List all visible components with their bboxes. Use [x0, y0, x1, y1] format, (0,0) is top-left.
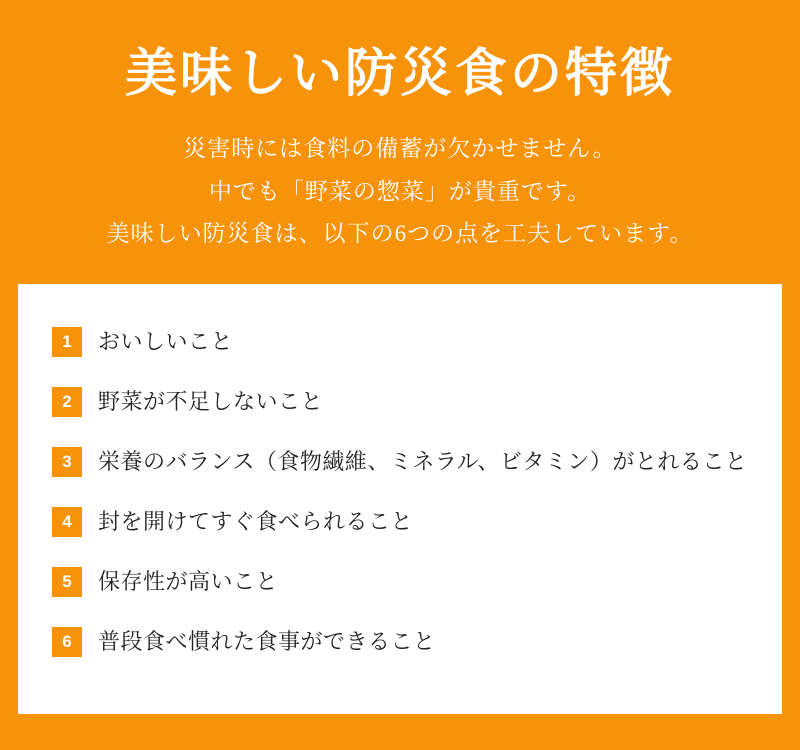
list-item-number: 5 [52, 567, 82, 597]
list-item-label: 普段食べ慣れた食事ができること [98, 628, 436, 654]
list-item-label: 野菜が不足しないこと [98, 388, 324, 414]
list-item [52, 372, 748, 432]
feature-card [18, 284, 782, 714]
subtitle-block [0, 128, 800, 256]
list-item [52, 552, 748, 612]
subtitle-line-1: 災害時には食料の備蓄が欠かせません。 [183, 136, 617, 162]
list-item-label: おいしいこと [98, 328, 234, 354]
list-item [52, 432, 748, 492]
list-item-label: 保存性が高いこと [98, 568, 279, 594]
subtitle-line-2: 中でも「野菜の惣菜」が貴重です。 [208, 178, 592, 204]
list-item [52, 312, 748, 372]
list-item-number: 6 [52, 627, 82, 657]
subtitle-line-3: 美味しい防災食は、以下の6つの点を工夫しています。 [106, 221, 694, 247]
list-item-number: 2 [52, 387, 82, 417]
feature-list [52, 312, 748, 672]
list-item [52, 492, 748, 552]
list-item-label: 封を開けてすぐ食べられること [98, 508, 414, 534]
list-item [52, 612, 748, 672]
list-item-number: 1 [52, 327, 82, 357]
header [0, 0, 800, 256]
list-item-number: 3 [52, 447, 82, 477]
page-title: 美味しい防災食の特徴 [124, 46, 675, 103]
list-item-label: 栄養のバランス（食物繊維、ミネラル、ビタミン）がとれること [98, 448, 748, 474]
list-item-number: 4 [52, 507, 82, 537]
